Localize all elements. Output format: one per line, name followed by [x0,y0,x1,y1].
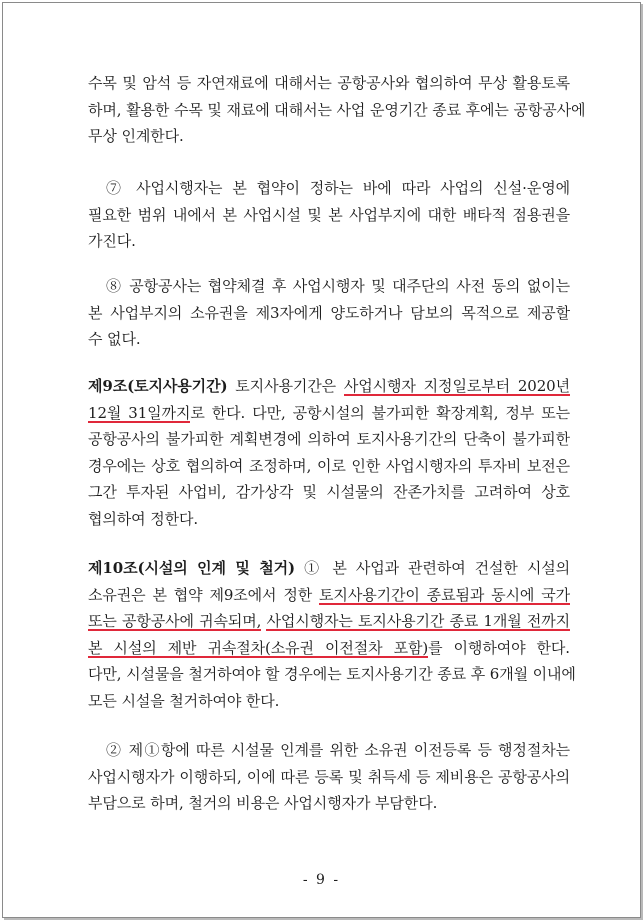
text-line: 협의하여 정한다. [88,509,199,528]
text-line [88,608,570,635]
paragraph-natural-materials [88,70,586,150]
clause-8 [88,273,570,353]
text-line [88,400,570,427]
text-span: 토지사용기간은 [235,377,337,395]
clause-7 [88,175,570,255]
page-number: - 9 - [302,872,341,888]
text-span: 를 이행하여야 한다. [428,638,570,657]
text-line [88,555,570,582]
text-line: 다만, 시설물을 철거하여야 할 경우에는 토지사용기간 종료 후 6개월 이내에 [88,665,576,683]
text-span: 로 한다. 다만, 공항시설의 불가피한 확장계획, 정부 또는 [190,403,570,422]
text-line: ② 제①항에 따른 시설물 인계를 위한 소유권 이전등록 등 행정절차는 [106,741,570,759]
text-line: 사업시행자가 이행하되, 이에 따른 등록 및 취득세 등 제비용은 공항공사의 [88,767,570,786]
text-line: ⑦ 사업시행자는 본 협약이 정하는 바에 따라 사업의 신설·운영에 [106,179,570,197]
text-line: 필요한 범위 내에서 본 사업시설 및 본 사업부지에 대한 배타적 점용권을 [88,205,570,224]
article-9-title: 제9조(토지사용기간) [88,377,228,395]
text-line: 부담으로 하며, 철거의 비용은 사업시행자가 부담한다. [88,794,438,812]
underlined-text: 사업시행자 지정일로부터 2020년 [343,377,571,395]
text-line: 수목 및 암석 등 자연재료에 대해서는 공항공사와 협의하여 무상 활용토록 [88,74,570,92]
article-10-clause-2 [88,737,570,817]
text-span: 소유권은 본 협약 제9조에서 정한 [88,585,313,604]
underlined-text: 12월 31일까지 [88,403,191,422]
underlined-text: 토지사용기간이 종료됨과 동시에 국가 [319,585,571,604]
text-line: ⑧ 공항공사는 협약체결 후 사업시행자 및 대주단의 사전 동의 없이는 [106,277,570,295]
text-span: ① 본 사업과 관련하여 건설한 시설의 [304,559,571,577]
text-line: 하며, 활용한 수목 및 재료에 대해서는 사업 운영기간 종료 후에는 공항공사에 [88,100,586,119]
text-line: 경우에는 상호 협의하여 조정하며, 이로 인한 사업시행자의 투자비 보전은 [88,456,570,475]
text-line: 그간 투자된 사업비, 감가상각 및 시설물의 잔존가치를 고려하여 상호 [88,483,570,501]
text-line: 본 사업부지의 소유권을 제3자에게 양도하거나 담보의 목적으로 제공할 [88,303,570,322]
article-10-title: 제10조(시설의 인계 및 철거) [88,559,296,577]
text-line [88,582,570,609]
text-line: 공항공사의 불가피한 계획변경에 의하여 토지사용기간의 단축이 불가피한 [88,430,570,448]
text-line: 가진다. [88,232,136,250]
underlined-text: 또는 공항공사에 귀속되며, [88,612,262,630]
text-line: 무상 인계한다. [88,127,184,145]
text-line [88,373,570,400]
text-line [88,635,570,662]
article-10 [88,555,576,714]
text-line: 모든 시설을 철거하여야 한다. [88,691,280,710]
text-line: 수 없다. [88,330,141,348]
underlined-text: 본 시설의 제반 귀속절차(소유권 이전절차 포함) [88,638,429,657]
underlined-text: 사업시행자는 토지사용기간 종료 1개월 전까지 [266,612,570,630]
